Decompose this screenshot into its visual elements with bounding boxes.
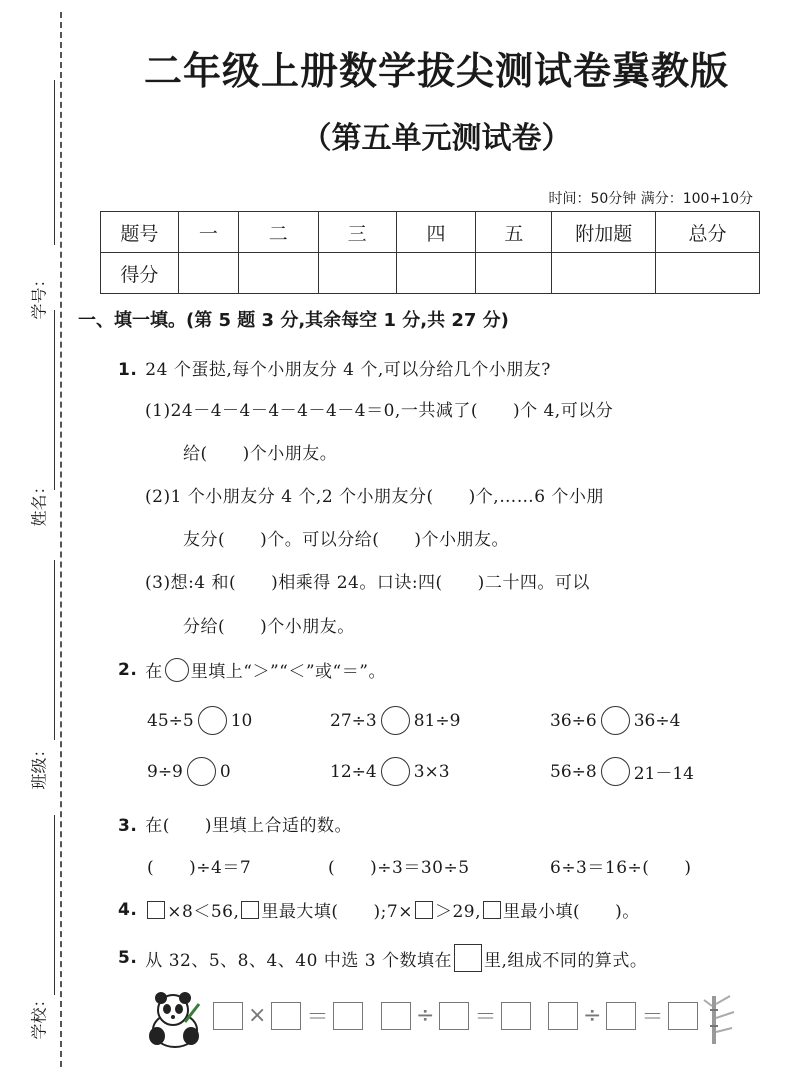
q5-post: 里,组成不同的算式。 (483, 950, 648, 971)
square-icon (454, 944, 482, 972)
q5-expression-divide-2 (545, 1000, 701, 1031)
q5-expression-multiply (210, 1000, 366, 1031)
score-header-cell: 附加题 (552, 212, 656, 253)
compare-right: 81÷9 (413, 710, 461, 731)
answer-box[interactable] (439, 1002, 469, 1030)
q4-stem (118, 897, 640, 922)
q4-text-c: ＞29, (434, 902, 482, 922)
name-label: 姓名： (29, 478, 49, 527)
panda-icon (145, 992, 203, 1048)
compare-circle[interactable] (601, 706, 630, 735)
square-icon (483, 901, 501, 919)
q5-pre: 从 32、5、8、4、40 中选 3 个数填在 (145, 950, 452, 971)
q2-compare-item (147, 757, 231, 786)
score-cell[interactable] (318, 253, 396, 294)
q5-expression-divide-1 (378, 1000, 534, 1031)
compare-right: 0 (219, 761, 231, 782)
compare-left: 12÷4 (330, 761, 377, 782)
compare-left: 36÷6 (550, 710, 597, 731)
score-cell[interactable] (476, 253, 552, 294)
q4-text-a: ×8＜56, (167, 902, 240, 922)
score-header-cell: 二 (238, 212, 318, 253)
q1-part2-line2[interactable]: 友分( )个。可以分给( )个小朋友。 (183, 530, 510, 550)
answer-box[interactable] (381, 1002, 411, 1030)
q3-stem (118, 811, 352, 836)
q1-part1-line1[interactable]: (1)24－4－4－4－4－4－4＝0,一共减了( )个 4,可以分 (145, 401, 614, 421)
compare-circle[interactable] (381, 757, 410, 786)
divide-operator: ÷ (583, 1003, 602, 1028)
q5-number: 5. (118, 948, 138, 968)
score-cell[interactable] (178, 253, 238, 294)
score-cell[interactable] (238, 253, 318, 294)
compare-right: 10 (230, 710, 253, 731)
q3-item[interactable]: ( )÷4＝7 (147, 858, 252, 878)
compare-left: 9÷9 (147, 761, 183, 782)
q2-stem (118, 657, 386, 682)
equals-operator: ＝ (474, 1005, 497, 1030)
q1-part3-line1[interactable]: (3)想:4 和( )相乘得 24。口诀:四( )二十四。可以 (145, 573, 590, 593)
square-blank[interactable] (147, 901, 165, 919)
q2-pre: 在 (145, 662, 163, 682)
class-label: 班级： (29, 741, 49, 790)
school-field (18, 815, 58, 1040)
q2-post: 里填上“＞”“＜”或“＝”。 (190, 662, 386, 682)
student-no-field (18, 60, 58, 320)
page-title: 二年级上册数学拔尖测试卷冀教版 (143, 49, 729, 93)
binding-dashed-line (60, 12, 62, 1067)
q2-compare-item (147, 706, 252, 735)
q4-text-b[interactable]: 里最大填( );7× (261, 902, 413, 922)
score-cell[interactable] (656, 253, 760, 294)
score-cell[interactable] (552, 253, 656, 294)
equals-operator: ＝ (641, 1005, 664, 1030)
q1-part3-line2[interactable]: 分给( )个小朋友。 (183, 617, 355, 637)
school-line[interactable] (54, 815, 55, 995)
q3-text: 在( )里填上合适的数。 (145, 816, 353, 836)
score-table (100, 211, 760, 294)
q1-part1-line2[interactable]: 给( )个小朋友。 (183, 444, 338, 464)
compare-left: 45÷5 (147, 710, 194, 731)
answer-box[interactable] (333, 1002, 363, 1030)
divide-operator: ÷ (416, 1003, 435, 1028)
q2-compare-item (550, 706, 680, 735)
exam-info: 时间：50分钟 满分：100+10分 (548, 191, 753, 207)
score-header-cell: 总分 (656, 212, 760, 253)
equals-operator: ＝ (306, 1005, 329, 1030)
square-icon (241, 901, 259, 919)
compare-left: 27÷3 (330, 710, 377, 731)
name-field (18, 300, 58, 527)
q3-number: 3. (118, 816, 138, 836)
circle-icon (165, 658, 189, 682)
name-line[interactable] (54, 310, 55, 490)
q1-number: 1. (118, 360, 138, 380)
q2-number: 2. (118, 659, 138, 680)
compare-circle[interactable] (198, 706, 227, 735)
q1-part2-line1[interactable]: (2)1 个小朋友分 4 个,2 个小朋友分( )个,……6 个小朋 (145, 487, 604, 507)
q3-item[interactable]: ( )÷3＝30÷5 (328, 858, 470, 878)
score-header-cell: 五 (476, 212, 552, 253)
square-blank[interactable] (415, 901, 433, 919)
student-no-label: 学号： (29, 271, 49, 320)
q2-compare-item (330, 706, 460, 735)
q5-stem (118, 944, 647, 972)
class-field (18, 560, 58, 790)
q1-stem (118, 355, 551, 380)
q2-compare-item (550, 757, 694, 786)
bamboo-icon (700, 992, 740, 1046)
score-table-header-row (101, 212, 760, 253)
compare-left: 56÷8 (550, 761, 597, 782)
q4-number: 4. (118, 899, 138, 920)
compare-circle[interactable] (381, 706, 410, 735)
compare-right: 21－14 (633, 764, 694, 784)
q3-item[interactable]: 6÷3＝16÷( ) (550, 858, 692, 878)
compare-right: 3×3 (413, 761, 450, 782)
answer-box[interactable] (606, 1002, 636, 1030)
multiply-operator: × (248, 1003, 267, 1028)
answer-box[interactable] (213, 1002, 243, 1030)
class-line[interactable] (54, 560, 55, 740)
answer-box[interactable] (271, 1002, 301, 1030)
score-header-cell: 题号 (101, 212, 179, 253)
score-header-cell: 四 (396, 212, 476, 253)
page-subtitle: （第五单元测试卷） (301, 121, 572, 156)
score-row-label: 得分 (101, 253, 179, 294)
answer-box[interactable] (548, 1002, 578, 1030)
answer-box[interactable] (668, 1002, 698, 1030)
compare-circle[interactable] (601, 757, 630, 786)
score-header-cell: 一 (178, 212, 238, 253)
compare-right: 36÷4 (633, 710, 681, 731)
score-header-cell: 三 (318, 212, 396, 253)
q1-text: 24 个蛋挞,每个小朋友分 4 个,可以分给几个小朋友? (145, 360, 551, 380)
q4-text-d[interactable]: 里最小填( )。 (503, 902, 640, 922)
answer-box[interactable] (501, 1002, 531, 1030)
score-table-score-row (101, 253, 760, 294)
school-label: 学校： (29, 991, 49, 1040)
score-cell[interactable] (396, 253, 476, 294)
section-heading: 一、填一填。(第 5 题 3 分,其余每空 1 分,共 27 分) (78, 310, 509, 331)
compare-circle[interactable] (187, 757, 216, 786)
q2-compare-item (330, 757, 450, 786)
student-no-line[interactable] (54, 80, 55, 245)
